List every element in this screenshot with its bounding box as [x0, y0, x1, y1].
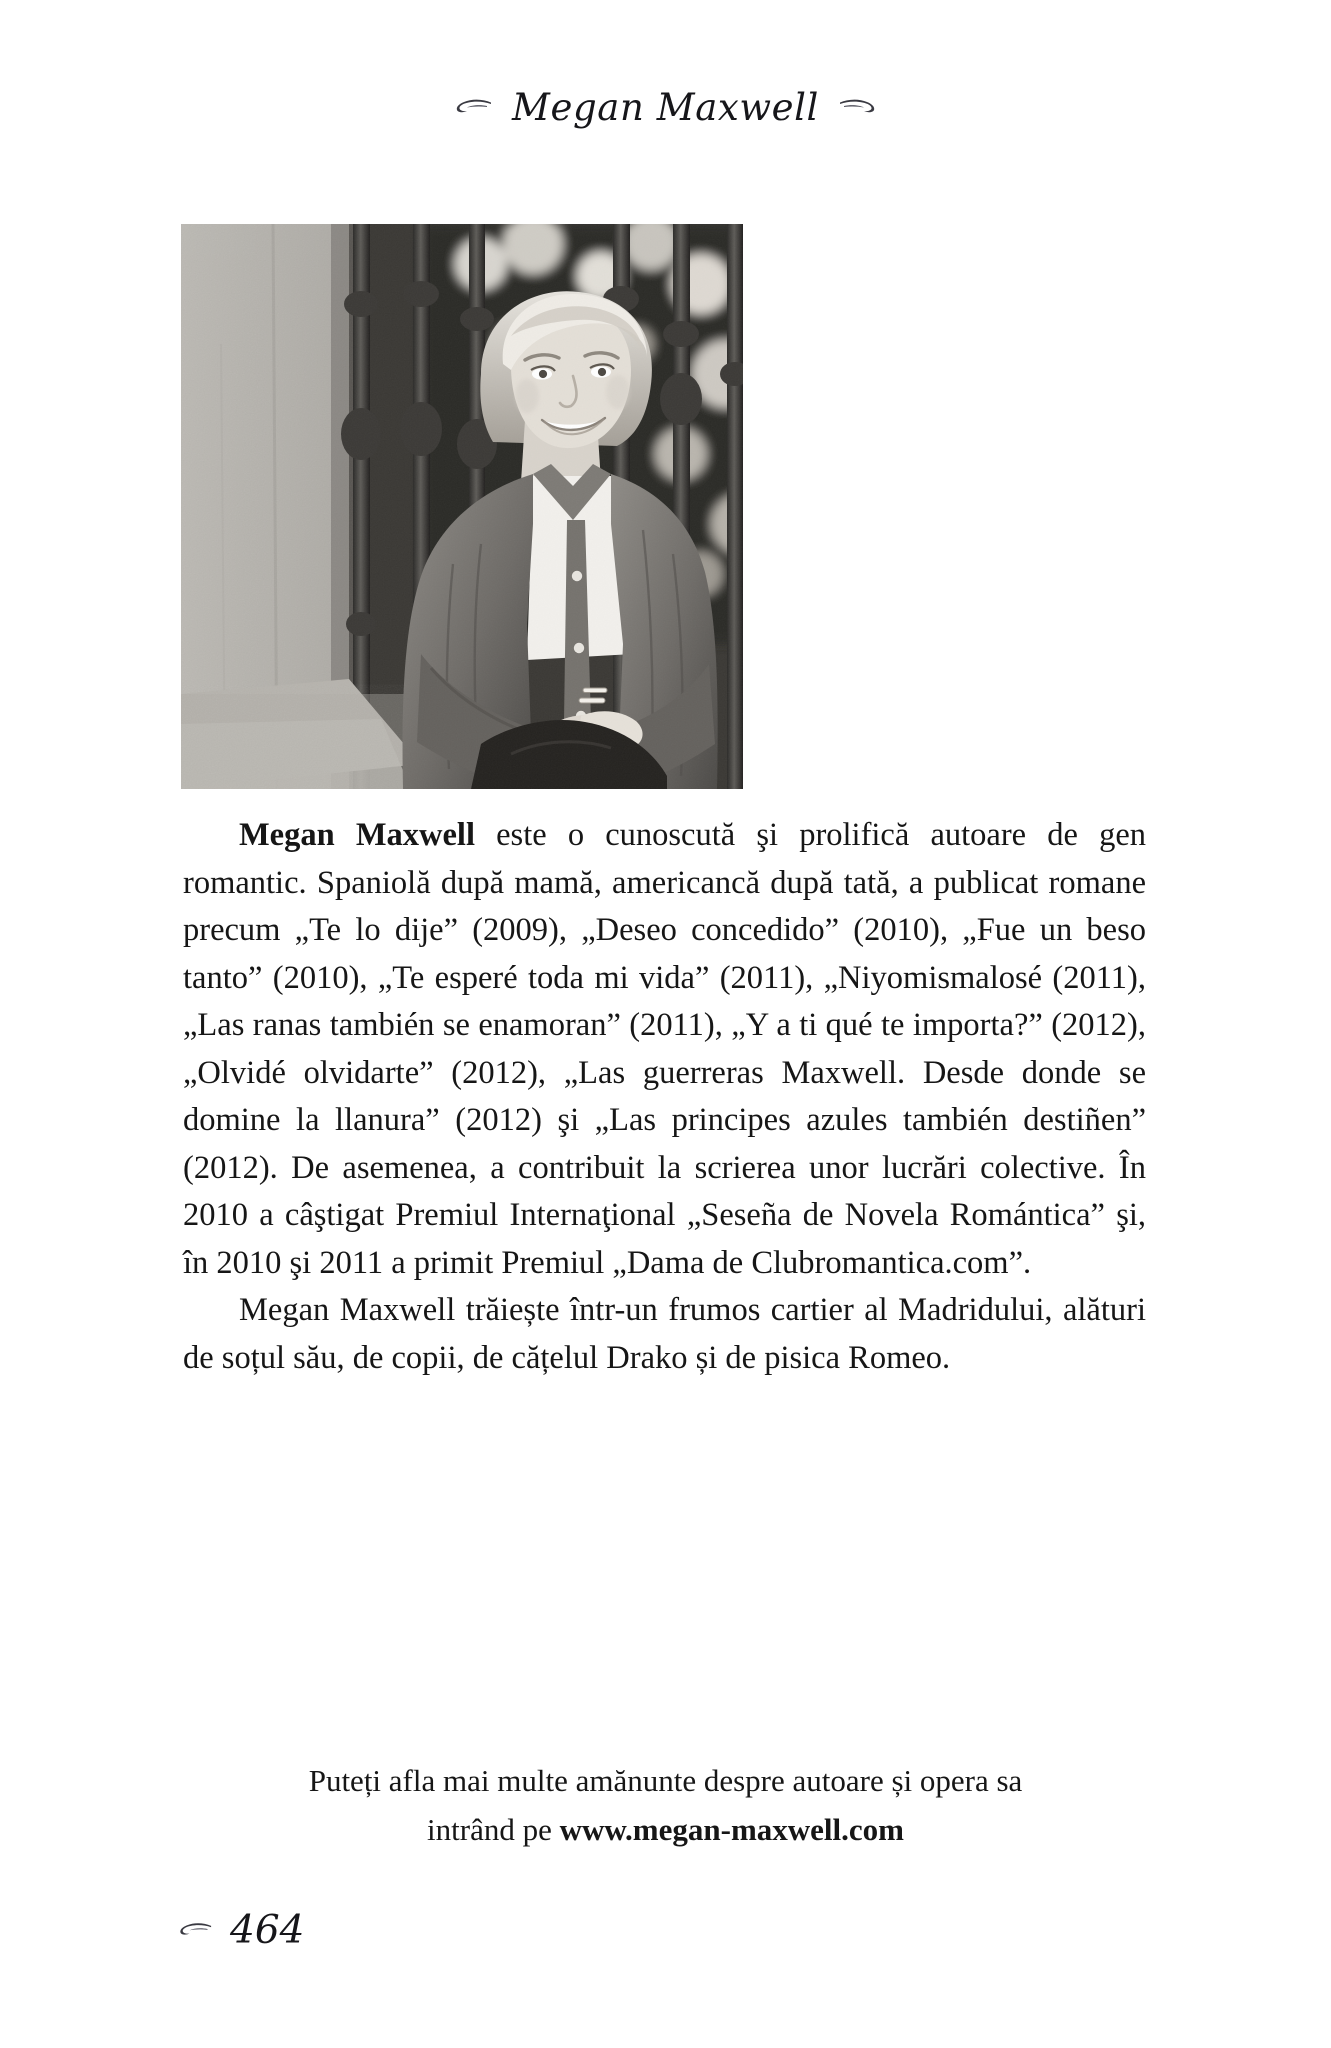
- running-head: [0, 86, 1331, 129]
- leaf-swash-ornament-icon: [839, 96, 879, 116]
- bio-paragraph-2: Megan Maxwell trăiește într-un frumos cartier al Madridului, alături de soțul său, de copii, de cățelul Drako și de pisica Romeo.: [183, 1292, 1146, 1376]
- author-portrait-photo: [181, 224, 743, 789]
- footer-note-line-2: [0, 1805, 1331, 1854]
- footer-note-prefix: intrând pe: [427, 1812, 560, 1847]
- bio-paragraph-1-body: este o cunoscută şi prolifică autoare de gen romantic. Spaniolă după mamă, americancă după tată, a publicat romane precum „Te lo dije” (2009), „Deseo concedido” (2010), „Fue un beso tanto” (2010), „Te esperé toda mi vida” (2011), „Niyomismalosé (2011), „Las ranas también se enamoran” (2011), „Y a ti qué te importa?” (2012), „Olvidé olvidarte” (2012), „Las guerreras Maxwell. Desde donde se domine la llanura” (2012) şi „Las principes azules también destiñen” (2012). De asemenea, a contribuit la scrierea unor lucrări colective. În 2010 a câştigat Premiul Internaţional „Seseña de Novela Romántica” şi, în 2010 şi 2011 a primit Premiul „Dama de Clubromantica.com”.: [183, 817, 1146, 1281]
- leaf-swash-ornament-icon: [176, 1920, 212, 1938]
- biography-text: [183, 812, 1146, 1382]
- author-name-bold: Megan Maxwell: [239, 817, 475, 853]
- bio-paragraph-1: [183, 812, 1146, 1287]
- author-website-url[interactable]: www.megan-maxwell.com: [559, 1812, 904, 1847]
- page-folio: [176, 1908, 304, 1953]
- running-head-title: Megan Maxwell: [512, 86, 819, 129]
- leaf-swash-ornament-icon: [452, 96, 492, 116]
- page-number: 464: [230, 1908, 305, 1953]
- footer-note: [0, 1756, 1331, 1854]
- footer-note-line-1: Puteți afla mai multe amănunte despre autoare și opera sa: [308, 1763, 1023, 1798]
